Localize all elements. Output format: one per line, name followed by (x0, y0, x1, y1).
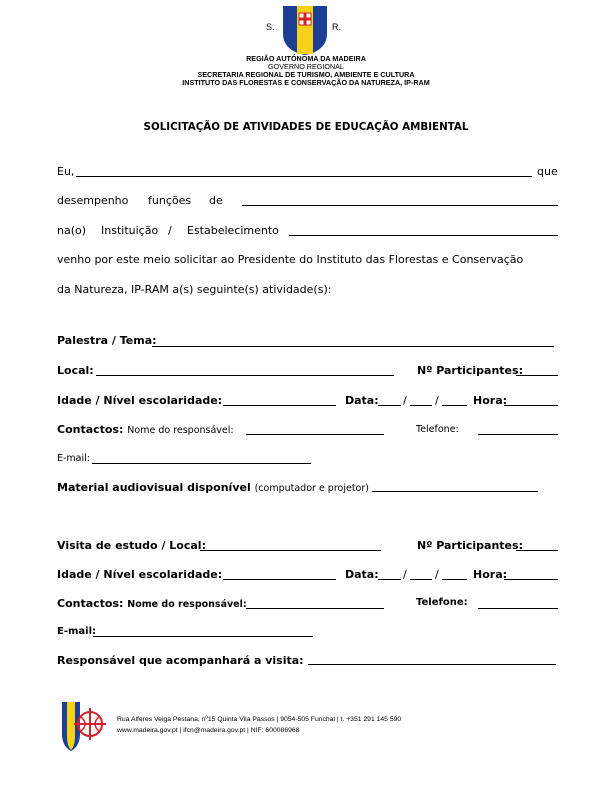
crest-left-letter: S. (266, 22, 275, 32)
palestra-idade-label: Idade / Nível escolaridade: (57, 394, 223, 407)
crest-right-letter: R. (332, 22, 341, 32)
palestra-email-label: E-mail: (57, 453, 90, 464)
palestra-contactos-label: Contactos: Nome do responsável: (57, 423, 234, 436)
palestra-hora-field[interactable] (504, 405, 558, 406)
footer-contacts: www.madeira.gov.pt | ifcn@madeira.gov.pt | NIF: 600086968 (117, 727, 300, 734)
palestra-date-separator: / (435, 394, 439, 407)
visita-data-year-field[interactable] (442, 579, 467, 580)
ifcn-logo-icon (60, 700, 106, 752)
visita-responsavel-field[interactable] (246, 608, 384, 609)
palestra-responsavel-field[interactable] (246, 434, 384, 435)
visita-date-separator: / (435, 568, 439, 581)
visita-responsavel-label: Nome do responsável: (127, 599, 247, 610)
intro-eu: Eu, (57, 165, 75, 178)
palestra-telefone-label: Telefone: (416, 424, 459, 435)
visita-data-day-field[interactable] (378, 579, 401, 580)
palestra-material-field[interactable] (372, 491, 538, 492)
palestra-telefone-field[interactable] (478, 434, 558, 435)
org-line-institute: INSTITUTO DAS FLORESTAS E CONSERVAÇÃO DA NATUREZA, IP-RAM (182, 78, 430, 87)
palestra-data-month-field[interactable] (410, 405, 432, 406)
palestra-idade-field[interactable] (223, 405, 336, 406)
visita-idade-field[interactable] (223, 579, 336, 580)
org-line-secretariat: SECRETARIA REGIONAL DE TURISMO, AMBIENTE E CULTURA (197, 70, 415, 79)
intro-instituicao: Instituição (101, 224, 159, 237)
intro-que: que (537, 165, 558, 178)
palestra-responsavel-label: Nome do responsável: (127, 425, 234, 436)
palestra-material-label: Material audiovisual disponível (computador e projetor) (57, 481, 369, 494)
palestra-email-field[interactable] (92, 463, 311, 464)
palestra-data-day-field[interactable] (378, 405, 401, 406)
visita-acompanha-label: Responsável que acompanhará a visita: (57, 654, 304, 667)
palestra-tema-label: Palestra / Tema: (57, 334, 157, 347)
org-line-government: GOVERNO REGIONAL (268, 62, 344, 71)
palestra-local-label: Local: (57, 364, 94, 377)
footer-address: Rua Alferes Veiga Pestana, nº15 Quinta Vila Passos | 9054-505 Funchal | t. +351 291 145 590 (117, 716, 402, 723)
intro-desempenho: desempenho (57, 194, 129, 207)
palestra-participantes-label: Nº Participantes: (417, 364, 523, 377)
palestra-local-field[interactable] (96, 375, 394, 376)
visita-email-label: E-mail: (57, 626, 97, 637)
visita-hora-field[interactable] (504, 579, 558, 580)
palestra-participantes-field[interactable] (516, 375, 558, 376)
org-line-region: REGIÃO AUTÓNOMA DA MADEIRA (246, 54, 366, 63)
palestra-date-separator: / (403, 394, 407, 407)
visita-participantes-label: Nº Participantes: (417, 539, 523, 552)
visita-date-separator: / (403, 568, 407, 581)
madeira-crest-icon (281, 4, 329, 56)
intro-slash: / (168, 224, 172, 237)
visita-local-label: Visita de estudo / Local: (57, 539, 206, 552)
visita-idade-label: Idade / Nível escolaridade: (57, 568, 223, 581)
visita-hora-label: Hora: (473, 568, 508, 581)
visita-data-month-field[interactable] (410, 579, 432, 580)
intro-line-5: da Natureza, IP-RAM a(s) seguinte(s) atividade(s): (57, 283, 332, 296)
visita-local-field[interactable] (200, 550, 381, 551)
palestra-tema-field[interactable] (152, 346, 554, 347)
visita-participantes-field[interactable] (516, 550, 558, 551)
visita-acompanha-field[interactable] (308, 664, 556, 665)
document-title: SOLICITAÇÃO DE ATIVIDADES DE EDUCAÇÃO AMBIENTAL (143, 121, 469, 133)
intro-de: de (209, 194, 223, 207)
visita-email-field[interactable] (93, 636, 313, 637)
intro-estabelecimento: Estabelecimento (187, 224, 279, 237)
intro-na: na(o) (57, 224, 87, 237)
visita-data-label: Data: (345, 568, 379, 581)
visita-contactos-label: Contactos: Nome do responsável: (57, 597, 247, 610)
role-field[interactable] (242, 205, 558, 206)
visita-telefone-field[interactable] (478, 608, 558, 609)
palestra-data-label: Data: (345, 394, 379, 407)
institution-field[interactable] (289, 235, 558, 236)
intro-funcoes: funções (148, 194, 192, 207)
intro-line-4: venho por este meio solicitar ao Presidente do Instituto das Florestas e Conservação (57, 253, 524, 266)
visita-telefone-label: Telefone: (416, 597, 468, 608)
palestra-material-note: (computador e projetor) (254, 483, 369, 494)
palestra-hora-label: Hora: (473, 394, 508, 407)
palestra-data-year-field[interactable] (442, 405, 467, 406)
name-field[interactable] (76, 176, 532, 177)
